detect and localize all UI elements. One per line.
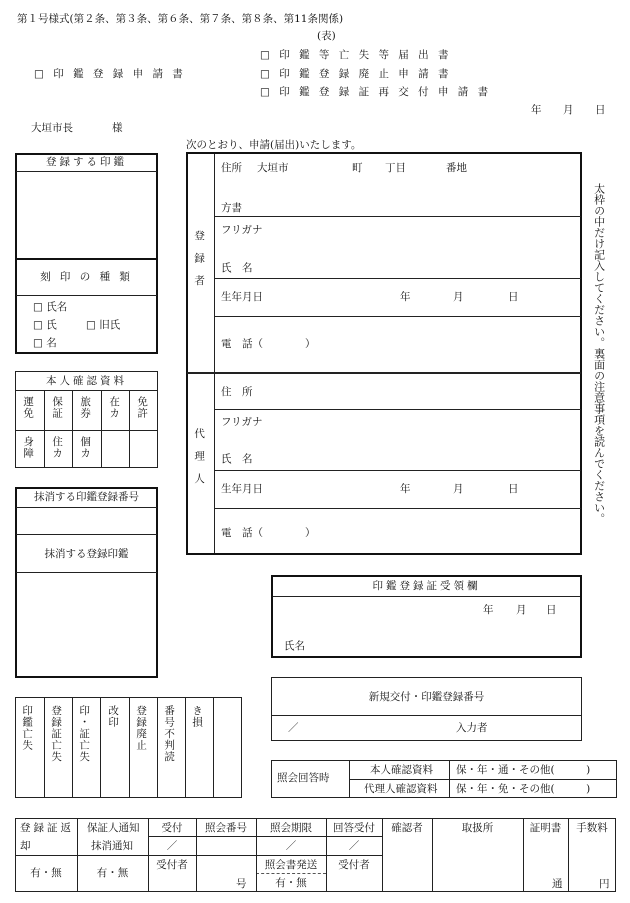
- guarantor-notice: 保証人通知: [87, 822, 140, 834]
- receipt-title: 印鑑登録証受領欄: [372, 580, 481, 592]
- register-seal-box: [15, 153, 158, 260]
- return-label-2: 却: [20, 840, 31, 852]
- divider: [271, 715, 582, 716]
- intro-text: 次のとおり、申請(届出)いたします。: [186, 139, 362, 151]
- reason-change-seal: 改印: [107, 705, 120, 728]
- birth-day: 日: [508, 291, 519, 303]
- divider: [349, 779, 617, 780]
- handler-label: 取扱所: [461, 822, 494, 834]
- slash-3: ／: [348, 840, 360, 852]
- divider: [44, 390, 45, 468]
- new-issue-title: 新規交付・印鑑登録番号: [368, 691, 485, 703]
- form-number: 第１号様式(第２条、第３条、第６条、第７条、第８条、第11条関係): [17, 13, 344, 25]
- address-cho: 町: [352, 162, 363, 174]
- divider: [16, 507, 157, 508]
- inquiry-sent-yes-no[interactable]: 有・無: [275, 877, 307, 889]
- divider: [157, 697, 158, 798]
- agent-docs-label: 代理人確認資料: [364, 783, 438, 795]
- doc-residence: 在カ: [108, 396, 121, 419]
- divider: [215, 409, 581, 410]
- agent-birth-month: 月: [453, 483, 464, 495]
- doc-disability: 身障: [22, 436, 35, 459]
- receipt-name: 氏名: [284, 640, 305, 652]
- id-docs-title: 本人確認資料: [46, 375, 127, 387]
- self-docs-label: 本人確認資料: [370, 764, 433, 776]
- divider: [15, 390, 158, 391]
- receipt-month: 月: [516, 604, 527, 616]
- check-seal-abolish[interactable]: □ 印 鑑 登 録 廃 止 申 請 書: [260, 68, 452, 80]
- doc-insurance: 保証: [51, 396, 64, 419]
- agent-tel: 電 話（ ）: [221, 527, 316, 539]
- divider: [16, 171, 157, 172]
- doc-license: 免許: [136, 396, 149, 419]
- katagaki-label: 方書: [221, 202, 242, 214]
- return-yes-no[interactable]: 有・無: [30, 867, 62, 879]
- divider: [72, 697, 73, 798]
- notice-yes-no[interactable]: 有・無: [96, 867, 129, 879]
- confirmer-label: 確認者: [391, 822, 423, 834]
- name-label: 氏 名: [221, 262, 253, 274]
- opt-fullname[interactable]: □ 氏名: [33, 301, 68, 313]
- divider: [185, 697, 186, 798]
- opt-given[interactable]: □ 名: [33, 337, 57, 349]
- divider: [72, 390, 73, 468]
- fee-label: 手数料: [576, 822, 608, 834]
- inquiry-deadline-label: 照会期限: [270, 822, 312, 834]
- inquiry-number-label: 照会番号: [205, 822, 247, 834]
- agent-address: 住 所: [221, 386, 253, 398]
- check-seal-registration[interactable]: □ 印 鑑 登 録 申 請 書: [34, 68, 186, 80]
- divider: [77, 818, 78, 892]
- reason-damaged: き損: [191, 705, 204, 728]
- divider: [215, 216, 581, 217]
- reason-abolish: 登録廃止: [135, 705, 148, 751]
- divider: [16, 295, 157, 296]
- divider: [215, 278, 581, 279]
- reason-seal-lost: 印鑑亡失: [21, 705, 34, 751]
- birth-month: 月: [453, 291, 464, 303]
- seal-kind-title: 刻 印 の 種 類: [40, 271, 133, 283]
- date-day: 日: [595, 104, 606, 116]
- uketsuke-label: 受付: [161, 822, 183, 834]
- reason-unreadable: 番号不判読: [163, 705, 176, 763]
- divider: [16, 572, 157, 573]
- agent-furigana: フリガナ: [221, 416, 263, 428]
- reason-both-lost: 印・証亡失: [78, 705, 91, 763]
- opt-oldname[interactable]: □ 旧氏: [86, 319, 121, 331]
- agent-birth-year: 年: [400, 483, 411, 495]
- agent-birth: 生年月日: [221, 483, 263, 495]
- copies-suffix: 通: [552, 878, 563, 890]
- divider: [15, 430, 158, 431]
- divider: [187, 372, 581, 374]
- cancel-seal-title: 抹消する登録印鑑: [44, 548, 129, 560]
- address-chome: 丁目: [385, 162, 406, 174]
- reason-cert-lost: 登録証亡失: [50, 705, 63, 763]
- doc-juki: 住カ: [51, 436, 64, 459]
- birth-label: 生年月日: [221, 291, 263, 303]
- number-suffix: 号: [236, 878, 247, 890]
- slash-1: ／: [166, 840, 178, 852]
- doc-mynumber: 個カ: [79, 436, 92, 459]
- answer-receipt-label: 回答受付: [333, 822, 375, 834]
- divider: [215, 470, 581, 471]
- birth-year: 年: [400, 291, 411, 303]
- opt-surname[interactable]: □ 氏: [33, 319, 57, 331]
- agent-birth-day: 日: [508, 483, 519, 495]
- address-label: 住所: [221, 162, 242, 174]
- divider: [101, 390, 102, 468]
- check-reissue[interactable]: □ 印 鑑 登 録 証 再 交 付 申 請 書: [260, 86, 492, 98]
- inputter-label: 入力者: [456, 722, 488, 734]
- yen-suffix: 円: [599, 878, 610, 890]
- receiver-label-1: 受付者: [156, 859, 188, 871]
- honorific: 様: [112, 122, 123, 134]
- address-banchi: 番地: [446, 162, 467, 174]
- cancel-notice: 抹消通知: [91, 840, 133, 852]
- divider: [148, 836, 382, 837]
- inquiry-label: 照会回答時: [277, 772, 330, 784]
- date-year: 年: [531, 104, 542, 116]
- inquiry-sent-label: 照会書発送: [264, 859, 318, 871]
- cancel-number-title: 抹消する印鑑登録番号: [34, 491, 139, 503]
- divider: [16, 534, 157, 535]
- self-docs-options: 保・年・通・その他( ): [456, 764, 591, 776]
- certificate-label: 証明書: [529, 822, 562, 834]
- register-seal-title: 登録する印鑑: [46, 156, 127, 168]
- divider: [256, 873, 326, 874]
- divider: [214, 154, 215, 553]
- new-issue-slash: ／: [288, 722, 299, 734]
- doc-passport: 旅券: [79, 396, 92, 419]
- tel-label: 電 話（ ）: [221, 338, 316, 350]
- divider: [213, 697, 214, 798]
- agent-docs-options: 保・年・免・その他( ): [456, 783, 591, 795]
- divider: [215, 508, 581, 509]
- divider: [129, 697, 130, 798]
- divider: [100, 697, 101, 798]
- divider: [215, 316, 581, 317]
- cancel-box: [15, 487, 158, 678]
- receipt-day: 日: [546, 604, 557, 616]
- registrant-label: 登録者: [193, 230, 206, 298]
- slash-2: ／: [285, 840, 297, 852]
- divider: [129, 390, 130, 468]
- side-instruction: 太枠の中だけ記入してください。裏面の注意事項を読んでください。: [592, 183, 606, 524]
- doc-driver: 運免: [22, 396, 35, 419]
- divider: [273, 596, 580, 597]
- return-label-1: 登録証返: [20, 822, 74, 834]
- new-issue-box: [271, 677, 582, 741]
- agent-name: 氏 名: [221, 453, 253, 465]
- agent-label: 代理人: [193, 428, 206, 496]
- addressee: 大垣市長: [31, 122, 73, 134]
- divider: [44, 697, 45, 798]
- receipt-year: 年: [483, 604, 494, 616]
- receiver-label-2: 受付者: [338, 859, 370, 871]
- furigana-label: フリガナ: [221, 224, 263, 236]
- front-side-label: (表): [317, 30, 336, 42]
- date-month: 月: [563, 104, 574, 116]
- address-city: 大垣市: [257, 162, 289, 174]
- check-seal-loss[interactable]: □ 印 鑑 等 亡 失 等 届 出 書: [260, 49, 452, 61]
